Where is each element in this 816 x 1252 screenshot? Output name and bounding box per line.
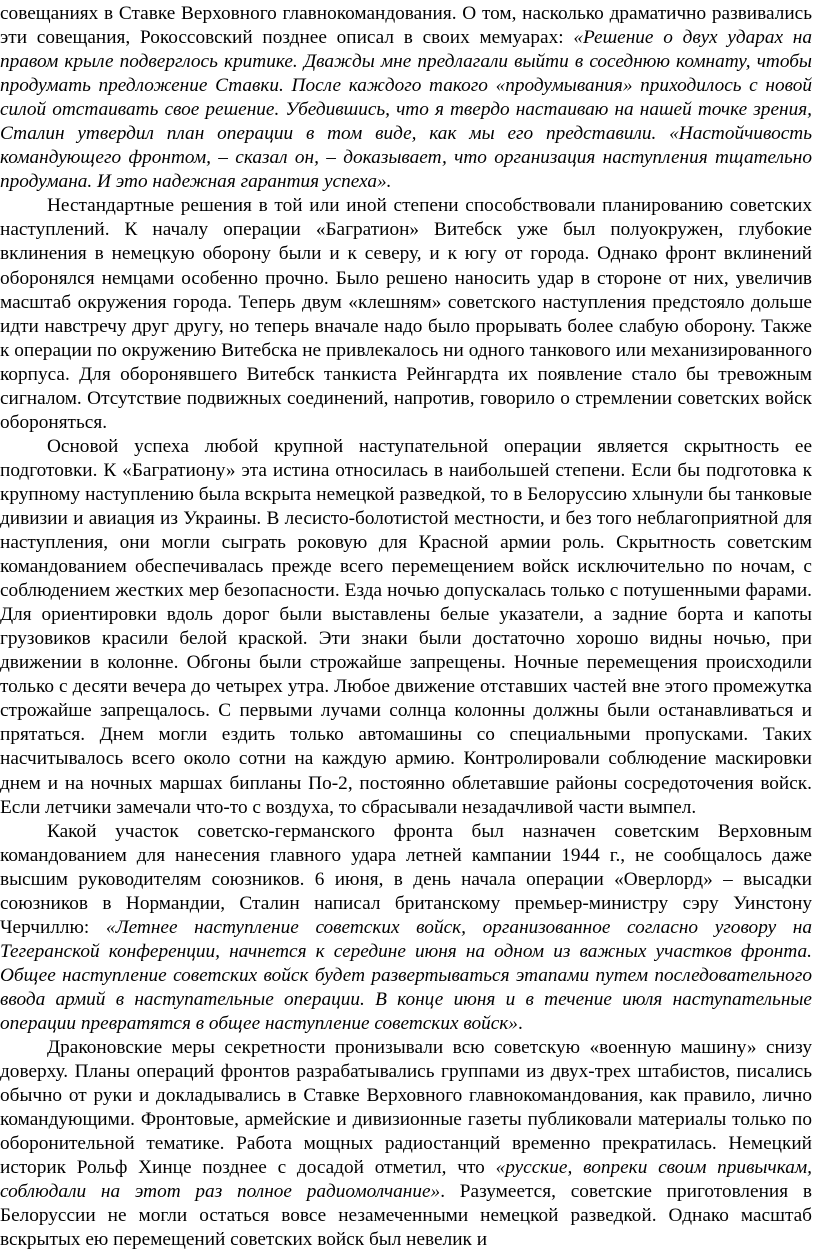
paragraph-5-quote: «русские, вопреки своим привычкам, соблюдали на этот раз полное радиомолчание» — [0, 1157, 812, 1203]
paragraph-3: Основой успеха любой крупной наступательной операции является скрытность ее подготовки. К «Багратиону» эта истина относилась в наибольшей степени. Если бы подготовка к крупному наступлению была вскрыта немецкой разведкой, то в Белоруссию хлынули бы танковые дивизии и авиация из Украины. В лесисто-болотистой местности, и без того неблагоприятной для наступления, они могли сыграть роковую для Красной армии роль. Скрытность советским командованием обеспечивалась прежде всего перемещением войск исключительно по ночам, с соблюдением жестких мер безопасности. Езда ночью допускалась только с потушенными фарами. Для ориентировки вдоль дорог были выставлены белые указатели, а задние борта и капоты грузовиков красили белой краской. Эти знаки были достаточно хорошо видны ночью, при движении в колонне. Обгоны были строжайше запрещены. Ночные перемещения происходили только с десяти вечера до четырех утра. Любое движение отставших частей вне этого промежутка строжайше запрещалось. С первыми лучами солнца колонны должны были останавливаться и прятаться. Днем могли ездить только автомашины со специальными пропусками. Таких насчитывалось всего около сотни на каждую армию. Контролировали соблюдение маскировки днем и на ночных маршах бипланы По-2, постоянно облетавшие районы сосредоточения войск. Если летчики замечали что-то с воздуха, то сбрасывали незадачливой части вымпел. — [0, 435, 812, 818]
paragraph-1 — [0, 2, 812, 194]
paragraph-4 — [0, 820, 812, 1036]
paragraph-5 — [0, 1036, 812, 1252]
paragraph-2: Нестандартные решения в той или иной степени способствовали планированию советских наступлений. К началу операции «Багратион» Витебск уже был полуокружен, глубокие вклинения в немецкую оборону были и к северу, и к югу от города. Однако фронт вклинений оборонялся немцами особенно прочно. Было решено наносить удар в стороне от них, увеличив масштаб окружения города. Теперь двум «клешням» советского наступления предстояло дольше идти навстречу друг другу, но теперь вначале надо было прорывать более слабую оборону. Также к операции по окружению Витебска не привлекалось ни одного танкового или механизированного корпуса. Для оборонявшего Витебск танкиста Рейнгардта их появление стало бы тревожным сигналом. Отсутствие подвижных соединений, напротив, говорило о стремлении советских войск обороняться. — [0, 195, 812, 433]
paragraph-4-end: . — [517, 1012, 523, 1034]
paragraph-5-text-end: . Разумеется, советские приготовления в Белоруссии не могли остаться вовсе незамеченными немецкой разведкой. Однако масштаб вскрытых ею перемещений советских войск был невелик и — [0, 1181, 813, 1251]
paragraph-1-text: совещаниях в Ставке Верховного главнокомандования. О том, насколько драматично развивались эти совещания, Рокоссовский позднее описал в своих мемуарах: — [0, 3, 812, 49]
paragraph-1-quote: «Решение о двух ударах на правом крыле подверглось критике. Дважды мне предлагали выйти в соседнюю комнату, чтобы продумать предложение Ставки. После каждого такого «продумывания» приходилось с новой силой отстаивать свое решение. Убедившись, что я твердо настаиваю на нашей точке зрения, Сталин утвердил план операции в том виде, как мы его представили. «Настойчивость командующего фронтом, – сказал он, – доказывает, что организация наступления тщательно продумана. И это надежная гарантия успеха». — [0, 27, 812, 193]
paragraph-4-quote: «Летнее наступление советских войск, организованное согласно уговору на Тегеранской конференции, начнется к середине июня на одном из важных участков фронта. Общее наступление советских войск будет развертываться этапами путем последовательного ввода армий в наступательные операции. В конце июня и в течение июля наступательные операции превратятся в общее наступление советских войск» — [0, 916, 812, 1034]
paragraph-5-text: Драконовские меры секретности пронизывали всю советскую «военную машину» снизу доверху. Планы операций фронтов разрабатывались группами из двух-трех штабистов, писались обычно от руки и докладывались в Ставке Верховного главнокомандования, как правило, лично командующими. Фронтовые, армейские и дивизионные газеты публиковали материалы только по оборонительной тематике. Работа мощных радиостанций временно прекратилась. Немецкий историк Рольф Хинце позднее с досадой отметил, что — [0, 1037, 812, 1179]
paragraph-4-text: Какой участок советско-германского фронта был назначен советским Верховным командованием для нанесения главного удара летней кампании 1944 г., не сообщалось даже высшим руководителям союзников. 6 июня, в день начала операции «Оверлорд» – высадки союзников в Нормандии, Сталин написал британскому премьер-министру сэру Уинстону Черчиллю: — [0, 820, 812, 938]
